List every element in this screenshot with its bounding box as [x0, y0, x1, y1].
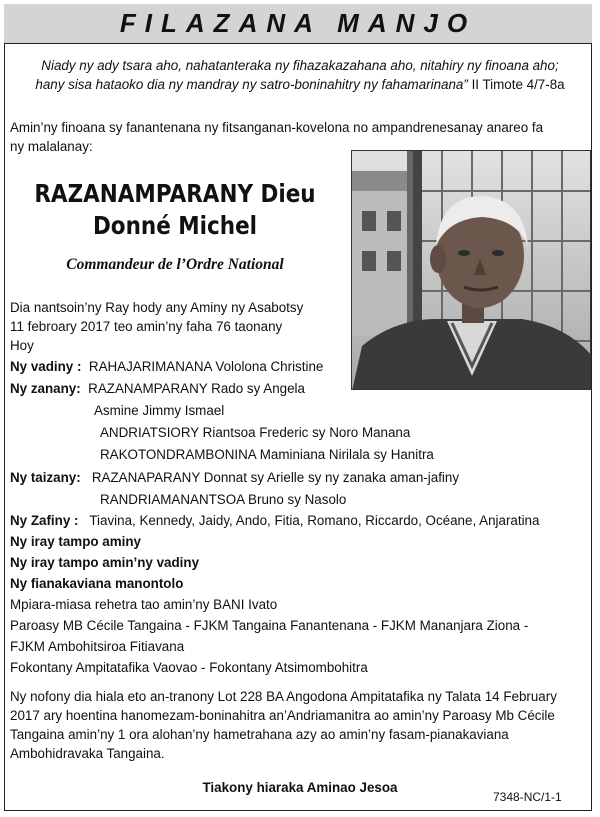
header-title: FILAZANA MANJO — [119, 8, 477, 38]
mourner-line: Paroasy MB Cécile Tangaina - FJKM Tangaina Fanantenana - FJKM Mananjara Ziona - — [10, 618, 529, 633]
bible-verse — [10, 56, 590, 94]
child-entry: ANDRIATSIORY Riantsoa Frederic sy Noro Manana — [100, 425, 411, 440]
portrait-photo — [351, 150, 591, 390]
verse-reference: II Timote 4/7-8a — [471, 77, 565, 92]
adopted-label: Ny taizany: — [10, 470, 81, 485]
grandchildren-label: Ny Zafiny : — [10, 513, 79, 528]
spouse-label: Ny vadiny : — [10, 359, 82, 374]
spouse-value: RAHAJARIMANANA Vololona Christine — [88, 359, 324, 374]
notice-header — [4, 4, 592, 44]
mourner-line: Mpiara-miasa rehetra tao amin’ny BANI Ivato — [10, 597, 278, 612]
verse-line-2: hany sisa hataoko dia ny mandray ny satro-boninahitry ny fahamarinana” II Timote 4/7-8a — [35, 77, 565, 92]
deceased-name-line-1: RAZANAMPARANY Dieu — [34, 179, 316, 208]
notice-code: 7348-NC/1-1 — [493, 790, 562, 804]
deceased-name — [33, 178, 317, 242]
children-line — [10, 379, 305, 398]
death-line-3: Hoy — [10, 338, 34, 353]
child-entry: Asmine Jimmy Ismael — [94, 403, 225, 418]
whole-family-line: Ny fianakaviana manontolo — [10, 576, 184, 591]
funeral-paragraph — [10, 687, 590, 763]
siblings-line: Ny iray tampo aminy — [10, 534, 141, 549]
child-entry: RAKOTONDRAMBONINA Maminiana Nirilala sy Hanitra — [100, 447, 434, 462]
intro-line-1: Amin’ny finoana sy fanantenana ny fitsanganan-kovelona no ampandrenesanay anareo fa — [10, 120, 544, 135]
verse-line-1: Niady ny ady tsara aho, nahatanteraka ny fihazakazahana aho, nitahiry ny finoana aho; — [41, 58, 559, 73]
funeral-line: Ambohidravaka Tangaina. — [10, 746, 165, 761]
mourner-line: FJKM Ambohitsiroa Fitiavana — [10, 639, 185, 654]
adopted-entry: RANDRIAMANANTSOA Bruno sy Nasolo — [100, 492, 347, 507]
funeral-line: Tangaina amin’ny 1 ora alohan’ny hametrahana azy ao amin’ny fasam-pianakaviana — [10, 727, 509, 742]
adopted-entry: RAZANAPARANY Donnat sy Arielle sy ny zanaka aman-jafiny — [91, 470, 460, 485]
mourner-line: Fokontany Ampitatafika Vaovao - Fokontany Atsimombohitra — [10, 660, 368, 675]
deceased-name-line-2: Donné Michel — [92, 211, 258, 240]
death-line-1: Dia nantsoin’ny Ray hody any Aminy ny Asabotsy — [10, 300, 304, 315]
intro-line-2: ny malalanay: — [10, 139, 93, 154]
spouse-siblings-line: Ny iray tampo amin’ny vadiny — [10, 555, 200, 570]
grandchildren-line — [10, 511, 539, 530]
children-label: Ny zanany: — [10, 381, 81, 396]
adopted-line — [10, 468, 459, 487]
portrait-image — [352, 151, 591, 390]
funeral-line: 2017 ary hoentina hanomezam-boninahitra an’Andriamanitra ao amin’ny Paroasy Mb Cécile — [10, 708, 555, 723]
closing-prayer: Tiakony hiaraka Aminao Jesoa — [202, 780, 398, 795]
deceased-title: Commandeur de l’Ordre National — [66, 256, 284, 273]
death-line-2: 11 febroary 2017 teo amin’ny faha 76 taonany — [10, 319, 283, 334]
spouse-line — [10, 357, 323, 376]
child-entry: RAZANAMPARANY Rado sy Angela — [88, 381, 305, 396]
funeral-line: Ny nofony dia hiala eto an-tranony Lot 228 BA Angodona Ampitatafika ny Talata 14 February — [10, 689, 557, 704]
grandchildren-value: Tiavina, Kennedy, Jaidy, Ando, Fitia, Romano, Riccardo, Océane, Anjaratina — [89, 513, 540, 528]
